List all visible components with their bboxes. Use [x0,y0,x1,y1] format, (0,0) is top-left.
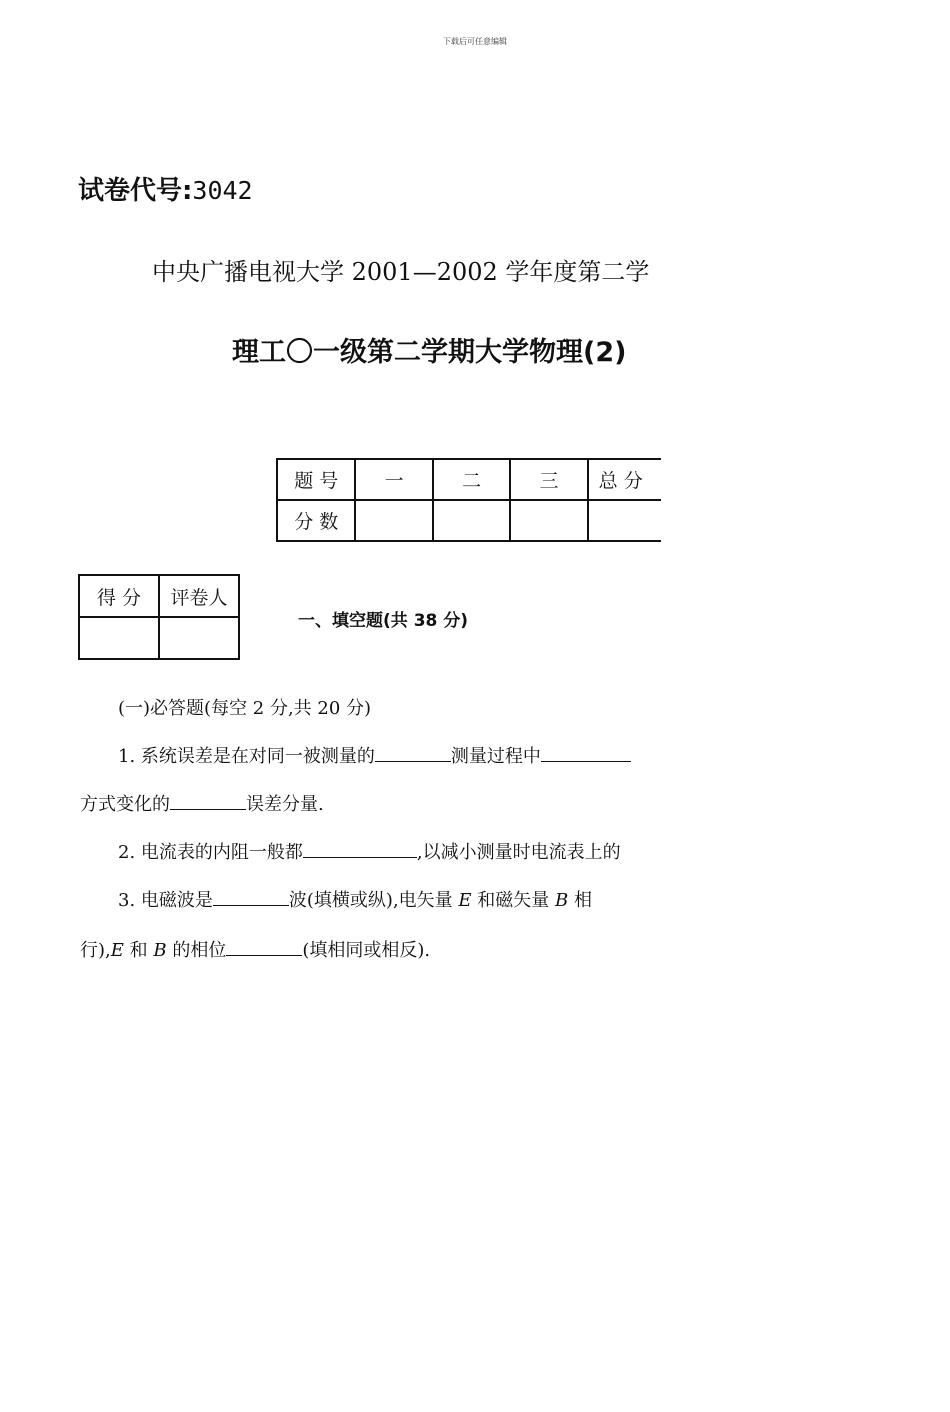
vector-e-2: E [110,940,124,961]
score-header-3: 三 [510,459,587,500]
blank-q1-b [541,745,631,762]
grader-reviewer-cell [159,617,239,659]
exam-code-number: 3042 [192,176,253,205]
blank-q2 [303,841,417,858]
question-3: 3. 电磁波是 波(填横或纵),电矢量 E 和磁矢量 B 相 [118,890,592,911]
score-cell-2 [433,500,510,541]
vector-b-2: B [153,940,167,961]
grader-score-label: 得 分 [79,575,159,617]
blank-q1-a [375,745,451,762]
score-cell-1 [355,500,432,541]
score-header-total: 总 分 [588,459,661,500]
section-1-title: 一、填空题(共 38 分) [298,611,469,631]
vector-b: B [555,890,569,911]
header-note: 下载后可任意编辑 [443,37,507,46]
subsection-1-title: (一)必答题(每空 2 分,共 20 分) [118,698,372,719]
exam-code-label: 试卷代号: [78,176,193,206]
score-table [276,458,661,545]
vector-e: E [458,890,472,911]
grader-table [78,574,240,660]
blank-q1-c [170,793,246,810]
question-2: 2. 电流表的内阻一般都 ,以减小测量时电流表上的 [118,842,621,863]
score-cell-total [588,500,661,541]
course-title: 理工〇一级第二学期大学物理(2) [232,337,627,368]
question-3-continued: 行),E 和 B 的相位 (填相同或相反). [80,940,431,961]
blank-q3-b [226,939,302,956]
question-1-continued: 方式变化的 误差分量. [80,794,324,815]
score-row-label: 分 数 [277,500,355,541]
score-header-label: 题 号 [277,459,355,500]
grader-reviewer-label: 评卷人 [159,575,239,617]
score-header-1: 一 [355,459,432,500]
grader-score-cell [79,617,159,659]
score-cell-3 [510,500,587,541]
blank-q3-a [213,889,289,906]
university-line: 中央广播电视大学 2001—2002 学年度第二学 [152,258,650,286]
question-1: 1. 系统误差是在对同一被测量的 测量过程中 [118,742,660,768]
score-header-2: 二 [433,459,510,500]
exam-code [78,170,253,207]
